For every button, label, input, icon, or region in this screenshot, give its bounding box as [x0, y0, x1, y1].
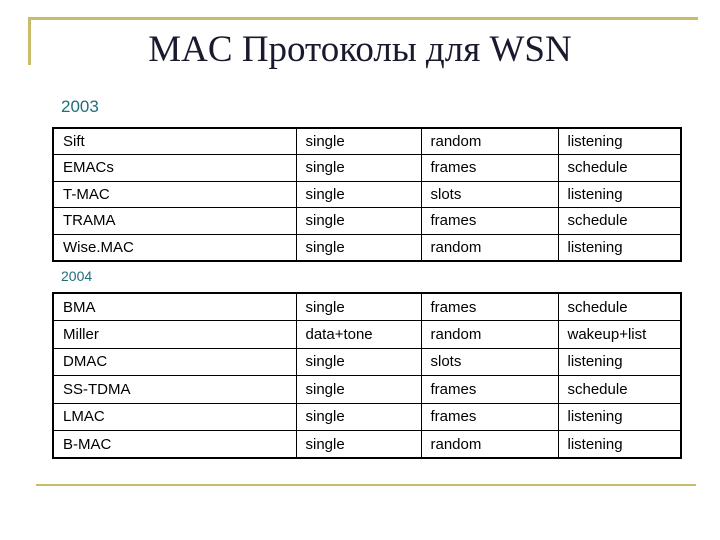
table-cell: single [296, 181, 421, 208]
table-cell: listening [558, 431, 681, 459]
table-cell: B-MAC [53, 431, 296, 459]
year-label-2004: 2004 [61, 268, 93, 284]
table-row [53, 155, 681, 182]
table-row [53, 181, 681, 208]
table-cell: TRAMA [53, 208, 296, 235]
table-row [53, 128, 681, 155]
table-cell: SS-TDMA [53, 376, 296, 404]
table-cell: single [296, 431, 421, 459]
table-cell: single [296, 234, 421, 261]
table-row [53, 321, 681, 349]
protocol-table-2004 [52, 292, 682, 459]
table-cell: Sift [53, 128, 296, 155]
table-cell: random [421, 128, 558, 155]
table-cell: frames [421, 208, 558, 235]
slide-title: MAC Протоколы для WSN [148, 29, 572, 70]
table-cell: frames [421, 293, 558, 321]
table-cell: listening [558, 348, 681, 376]
table-cell: slots [421, 348, 558, 376]
table-cell: data+tone [296, 321, 421, 349]
table-cell: frames [421, 403, 558, 431]
table-cell: listening [558, 181, 681, 208]
table-cell: single [296, 403, 421, 431]
table-cell: T-MAC [53, 181, 296, 208]
table-cell: schedule [558, 208, 681, 235]
table-cell: Miller [53, 321, 296, 349]
table-cell: random [421, 234, 558, 261]
table-cell: slots [421, 181, 558, 208]
table-row [53, 431, 681, 459]
table-cell: single [296, 348, 421, 376]
table-cell: single [296, 293, 421, 321]
table-cell: listening [558, 234, 681, 261]
table-cell: listening [558, 128, 681, 155]
table-row [53, 234, 681, 261]
protocol-table-2003 [52, 127, 682, 262]
table-cell: single [296, 208, 421, 235]
table-cell: LMAC [53, 403, 296, 431]
table-cell: single [296, 155, 421, 182]
table-cell: frames [421, 376, 558, 404]
table-row [53, 208, 681, 235]
table-cell: single [296, 128, 421, 155]
table-cell: listening [558, 403, 681, 431]
table-cell: frames [421, 155, 558, 182]
table-row [53, 293, 681, 321]
table-cell: single [296, 376, 421, 404]
year-label-2003: 2003 [61, 97, 99, 116]
frame-bottom-line [36, 484, 696, 486]
table-cell: wakeup+list [558, 321, 681, 349]
table-cell: schedule [558, 376, 681, 404]
table-cell: schedule [558, 293, 681, 321]
table-cell: random [421, 431, 558, 459]
table-cell: schedule [558, 155, 681, 182]
frame-top-line [28, 17, 698, 20]
table-cell: random [421, 321, 558, 349]
table-row [53, 376, 681, 404]
table-cell: BMA [53, 293, 296, 321]
table-cell: Wise.MAC [53, 234, 296, 261]
table-cell: DMAC [53, 348, 296, 376]
table-cell: EMACs [53, 155, 296, 182]
table-row [53, 403, 681, 431]
table-row [53, 348, 681, 376]
